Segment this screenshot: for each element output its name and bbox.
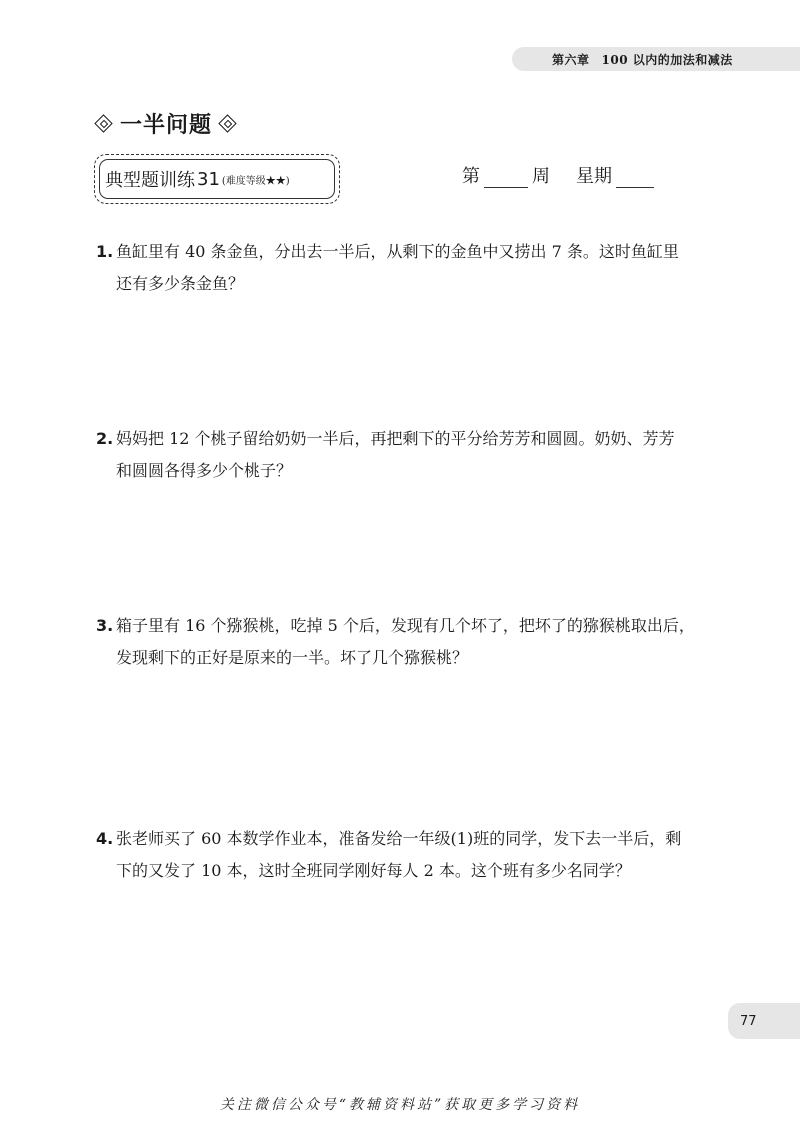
training-number: 31: [197, 168, 220, 190]
question-text: 妈妈把 12 个桃子留给奶奶一半后，再把剩下的平分给芳芳和圆圆。奶奶、芳芳: [116, 429, 675, 448]
page-number-tab: [728, 1003, 800, 1039]
question-line: [96, 236, 706, 268]
training-label: 典型题训练: [105, 170, 195, 191]
question-text: 还有多少条金鱼？: [116, 274, 245, 293]
section-title-text: 一半问题: [120, 113, 213, 138]
question-2: [96, 423, 706, 487]
day-blank[interactable]: [616, 169, 654, 188]
section-title: [96, 108, 236, 139]
question-number: 4.: [96, 829, 114, 848]
week-prefix: 第: [462, 166, 480, 187]
question-text: 发现剩下的正好是原来的一半。坏了几个猕猴桃？: [116, 648, 469, 667]
question-1: [96, 236, 706, 300]
question-line: [96, 610, 706, 642]
training-badge: [94, 154, 340, 204]
question-number: 3.: [96, 616, 114, 635]
chapter-number: 第六章: [552, 52, 590, 67]
question-number: 1.: [96, 242, 114, 261]
diamond-icon: [96, 116, 112, 132]
question-3: [96, 610, 706, 674]
schedule-fields: [462, 162, 658, 188]
question-number: 2.: [96, 429, 114, 448]
difficulty-level: (难度等级★★): [221, 175, 290, 187]
footer-watermark: 关注微信公众号“教辅资料站”获取更多学习资料: [219, 1097, 581, 1113]
question-line: [96, 823, 706, 855]
day-label: 星期: [576, 166, 612, 187]
week-blank[interactable]: [484, 169, 528, 188]
question-4: [96, 823, 706, 887]
page-number: 77: [740, 1013, 757, 1029]
question-text: 鱼缸里有 40 条金鱼，分出去一半后，从剩下的金鱼中又捞出 7 条。这时鱼缸里: [116, 242, 679, 261]
question-text: 下的又发了 10 本，这时全班同学刚好每人 2 本。这个班有多少名同学？: [116, 861, 631, 880]
question-text: 和圆圆各得多少个桃子？: [116, 461, 293, 480]
chapter-title: 100 以内的加法和减法: [601, 52, 733, 67]
question-text: 箱子里有 16 个猕猴桃，吃掉 5 个后，发现有几个坏了，把坏了的猕猴桃取出后，: [116, 616, 695, 635]
chapter-header: [512, 47, 800, 71]
question-line: [96, 423, 706, 455]
question-text: 张老师买了 60 本数学作业本，准备发给一年级(1)班的同学，发下去一半后，剩: [116, 829, 682, 848]
week-suffix: 周: [532, 166, 550, 187]
diamond-icon: [220, 116, 236, 132]
